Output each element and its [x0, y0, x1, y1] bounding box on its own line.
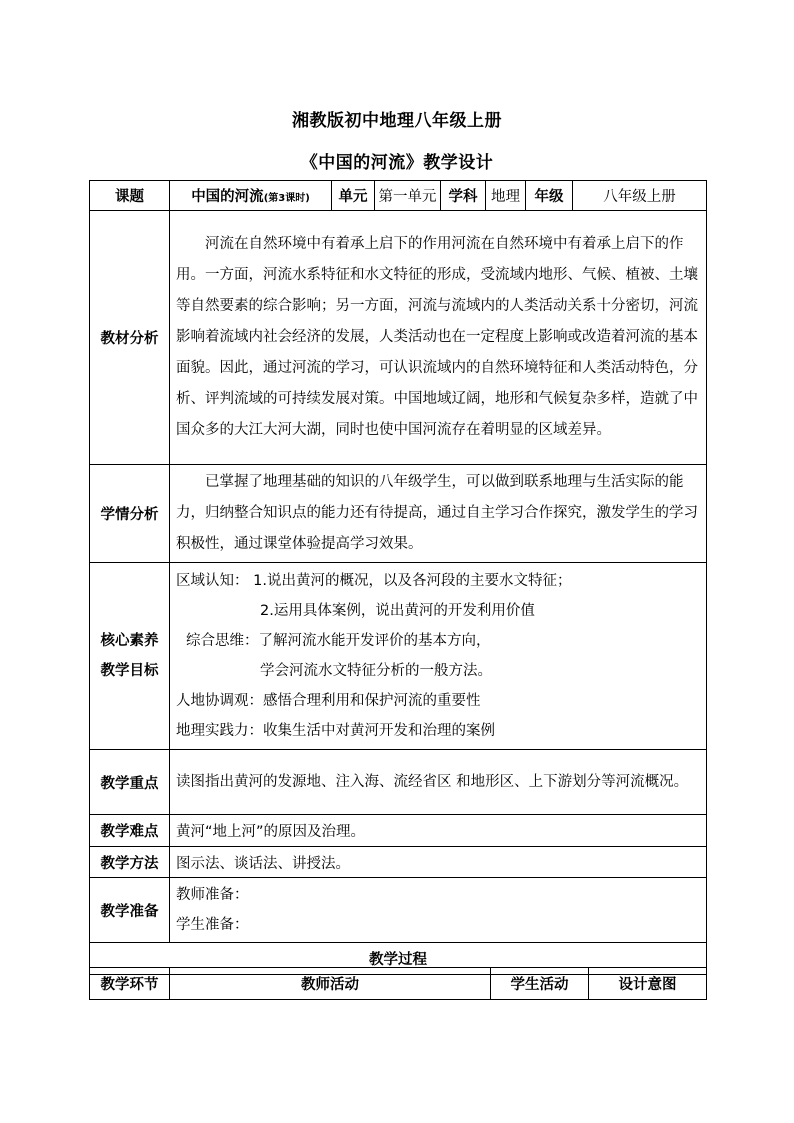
- preparation-label: 教学准备: [90, 878, 170, 943]
- preparation-content: [170, 878, 707, 943]
- textbook-analysis-label: 教材分析: [90, 211, 170, 465]
- topic-value: [170, 181, 332, 211]
- process-columns-table: [89, 967, 707, 1000]
- methods-text: 图示法、谈话法、讲授法。: [170, 847, 707, 878]
- difficulties-label: 教学难点: [90, 815, 170, 847]
- unit-value: 第一单元: [375, 181, 441, 211]
- grade-label: 年级: [526, 181, 573, 211]
- document-subtitle: 《中国的河流》教学设计: [300, 153, 494, 173]
- core-objectives-label-line1: 核心素养: [100, 633, 159, 649]
- textbook-analysis-row: [90, 211, 707, 465]
- key-points-label: 教学重点: [90, 750, 170, 815]
- objective-line: 综合思维：了解河流水能开发评价的基本方向，: [186, 633, 491, 649]
- column-student-activity: 学生活动: [491, 968, 589, 1000]
- subject-value: 地理: [486, 181, 526, 211]
- header-row: [90, 181, 707, 211]
- difficulties-row: [90, 815, 707, 847]
- document-title: 湘教版初中地理八年级上册: [292, 111, 502, 131]
- learner-analysis-label: 学情分析: [90, 465, 170, 563]
- learner-analysis-text: 已掌握了地理基础的知识的八年级学生，可以做到联系地理与生活实际的能力，归纳整合知识点的能力还有待提高，通过自主学习合作探究，激发学生的学习积极性，通过课堂体验提高学习效果。: [170, 465, 707, 563]
- objective-line: 地理实践力：收集生活中对黄河开发和治理的案例: [176, 723, 495, 739]
- topic-note: (第3课时): [263, 193, 310, 204]
- core-objectives-row: [90, 563, 707, 750]
- column-teacher-activity: 教师活动: [170, 968, 491, 1000]
- topic-value-text: 中国的河流: [191, 189, 264, 205]
- student-preparation: 学生准备：: [176, 917, 249, 933]
- grade-value: 八年级上册: [573, 181, 707, 211]
- subject-label: 学科: [441, 181, 486, 211]
- preparation-row: [90, 878, 707, 943]
- column-design-intent: 设计意图: [589, 968, 707, 1000]
- lesson-plan-table: [89, 180, 707, 975]
- column-teaching-stage: 教学环节: [90, 968, 170, 1000]
- topic-label: 课题: [90, 181, 170, 211]
- core-objectives-label-line2: 教学目标: [100, 663, 159, 679]
- objective-line: 2.运用具体案例，说出黄河的开发利用价值: [260, 603, 535, 619]
- unit-label: 单元: [332, 181, 375, 211]
- process-columns-row: [90, 968, 707, 1000]
- core-objectives-content: [170, 563, 707, 750]
- objective-line: 区域认知： 1.说出黄河的概况，以及各河段的主要水文特征；: [176, 573, 572, 589]
- methods-label: 教学方法: [90, 847, 170, 878]
- core-objectives-label: [90, 563, 170, 750]
- difficulties-text: 黄河“地上河”的原因及治理。: [170, 815, 707, 847]
- objective-line: 学会河流水文特征分析的一般方法。: [260, 663, 492, 679]
- key-points-row: [90, 750, 707, 815]
- methods-row: [90, 847, 707, 878]
- key-points-text: 读图指出黄河的发源地、注入海、流经省区 和地形区、上下游划分等河流概况。: [170, 750, 707, 815]
- learner-analysis-row: [90, 465, 707, 563]
- objective-line: 人地协调观：感悟合理利用和保护河流的重要性: [176, 693, 481, 709]
- process-heading: 教学过程: [90, 943, 707, 975]
- teacher-preparation: 教师准备：: [176, 887, 249, 903]
- textbook-analysis-text: 河流在自然环境中有着承上启下的作用河流在自然环境中有着承上启下的作用。一方面，河流水系特征和水文特征的形成，受流域内地形、气候、植被、土壤等自然要素的综合影响；另一方面，河流与流域内的人类活动关系十分密切，河流影响着流域内社会经济的发展，人类活动也在一定程度上影响或改造着河流的基本面貌。因此，通过河流的学习，可认识流域内的自然环境特征和人类活动特色，分析、评判流域的可持续发展对策。中国地域辽阔，地形和气候复杂多样，造就了中国众多的大江大河大湖，同时也使中国河流存在着明显的区域差异。: [170, 211, 707, 465]
